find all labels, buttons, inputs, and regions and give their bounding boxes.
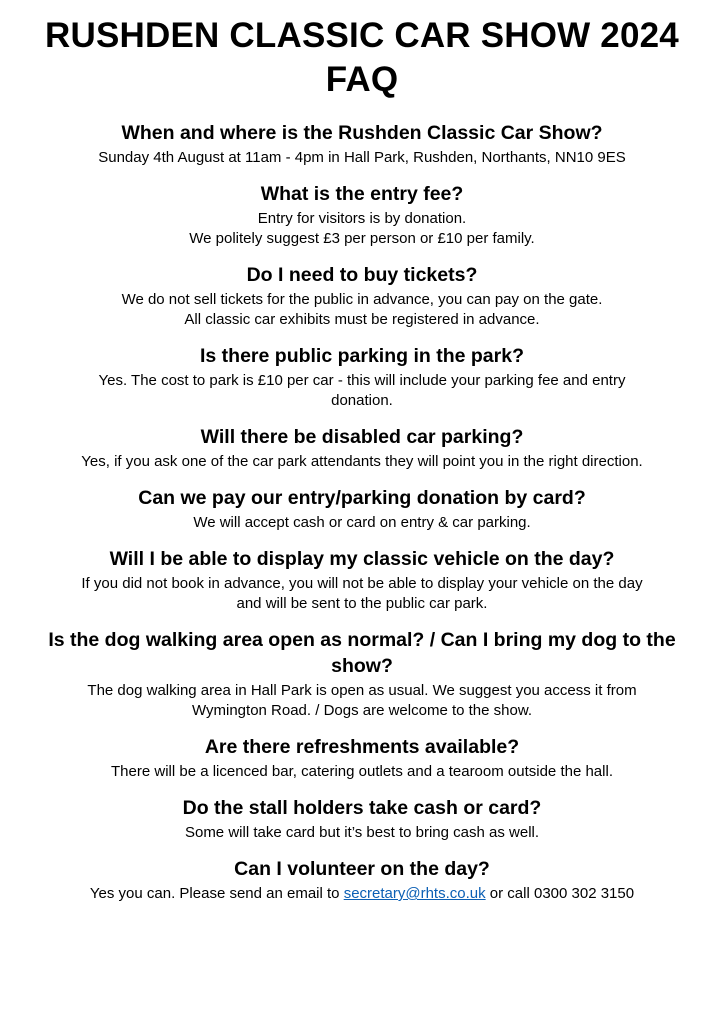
- faq-list: [18, 120, 706, 904]
- faq-answer-line: Entry for visitors is by donation.: [257, 210, 467, 227]
- faq-question: When and where is the Rushden Classic Car Show?: [121, 122, 603, 144]
- faq-item-card-payment: [18, 485, 706, 533]
- faq-question: Are there refreshments available?: [204, 736, 520, 758]
- faq-answer-line: All classic car exhibits must be registered in advance.: [184, 311, 540, 328]
- faq-answer: [18, 884, 706, 904]
- faq-item-display-vehicle: [18, 546, 706, 614]
- faq-question: Will there be disabled car parking?: [200, 426, 524, 448]
- faq-answer: [18, 371, 706, 411]
- title-line-2: FAQ: [325, 60, 399, 99]
- faq-answer-line: The dog walking area in Hall Park is open as usual. We suggest you access it from: [87, 682, 637, 699]
- faq-answer-line: We politely suggest £3 per person or £10 per family.: [189, 230, 535, 247]
- page-title: [18, 14, 706, 102]
- faq-answer: [18, 290, 706, 330]
- title-line-1: RUSHDEN CLASSIC CAR SHOW 2024: [45, 16, 679, 55]
- faq-item-entry-fee: [18, 181, 706, 249]
- faq-answer: [18, 823, 706, 843]
- faq-answer-line: Yes, if you ask one of the car park attendants they will point you in the right direction.: [81, 453, 643, 470]
- faq-answer: [18, 209, 706, 249]
- faq-question: Is there public parking in the park?: [200, 345, 524, 367]
- faq-item-dog-walking: [18, 627, 706, 721]
- faq-answer: [18, 574, 706, 614]
- faq-answer-line: We do not sell tickets for the public in advance, you can pay on the gate.: [121, 291, 603, 308]
- faq-answer: [18, 513, 706, 533]
- faq-answer-line: Some will take card but it’s best to bring cash as well.: [184, 824, 540, 841]
- faq-answer: [18, 681, 706, 721]
- faq-answer-line: We will accept cash or card on entry & car parking.: [193, 514, 531, 531]
- faq-answer-line: There will be a licenced bar, catering outlets and a tearoom outside the hall.: [111, 763, 613, 780]
- faq-answer: [18, 762, 706, 782]
- secretary-email-link[interactable]: secretary@rhts.co.uk: [343, 885, 486, 902]
- faq-item-tickets: [18, 262, 706, 330]
- faq-question: Can we pay our entry/parking donation by card?: [138, 487, 586, 509]
- faq-question: Do the stall holders take cash or card?: [182, 797, 542, 819]
- faq-item-date-location: [18, 120, 706, 168]
- faq-answer-line: If you did not book in advance, you will not be able to display your vehicle on the day: [81, 575, 643, 592]
- faq-item-public-parking: [18, 343, 706, 411]
- faq-item-disabled-parking: [18, 424, 706, 472]
- volunteer-answer-phone: or call 0300 302 3150: [485, 885, 635, 902]
- faq-answer-line: Wymington Road. / Dogs are welcome to the show.: [191, 702, 533, 719]
- faq-item-volunteer: [18, 856, 706, 904]
- faq-answer-line: Yes. The cost to park is £10 per car - this will include your parking fee and entry: [98, 372, 626, 389]
- faq-question: Will I be able to display my classic vehicle on the day?: [109, 548, 615, 570]
- volunteer-answer-text: Yes you can. Please send an email to: [89, 885, 344, 902]
- faq-question: Is the dog walking area open as normal? / Can I bring my dog to the show?: [48, 629, 676, 677]
- faq-answer: [18, 148, 706, 168]
- faq-answer-line: and will be sent to the public car park.: [236, 595, 488, 612]
- faq-item-stall-payment: [18, 795, 706, 843]
- faq-question: What is the entry fee?: [260, 183, 464, 205]
- faq-item-refreshments: [18, 734, 706, 782]
- faq-answer-line: Sunday 4th August at 11am - 4pm in Hall Park, Rushden, Northants, NN10 9ES: [98, 149, 626, 166]
- faq-answer: [18, 452, 706, 472]
- faq-question: Can I volunteer on the day?: [234, 858, 490, 880]
- faq-answer-line: donation.: [331, 392, 393, 409]
- faq-question: Do I need to buy tickets?: [246, 264, 478, 286]
